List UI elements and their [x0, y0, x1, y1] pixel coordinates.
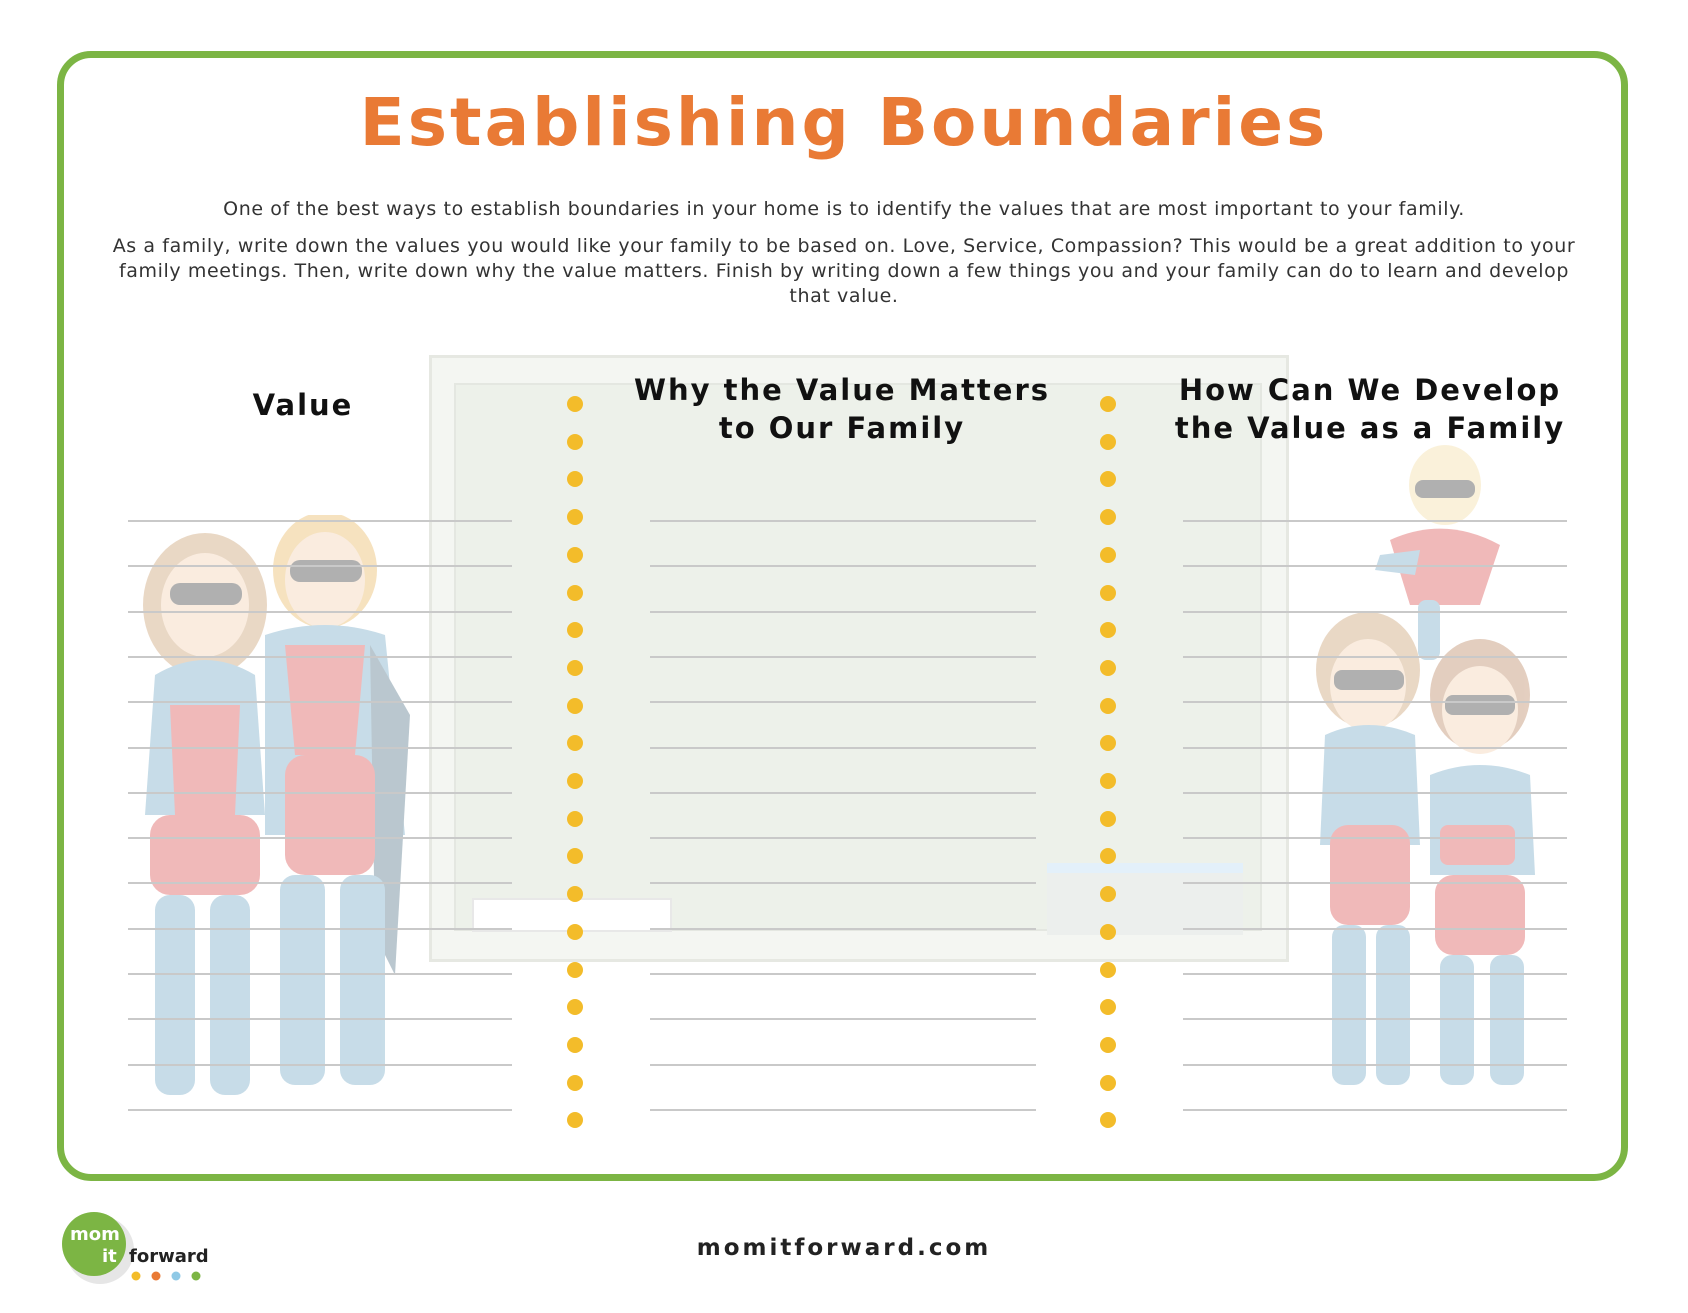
writing-line [650, 882, 1036, 884]
dot-divider-right [1100, 396, 1116, 1136]
writing-line [1183, 747, 1567, 749]
divider-dot [1100, 698, 1116, 714]
logo-forward-text: forward [129, 1246, 209, 1267]
writing-line [1183, 656, 1567, 658]
writing-line [1183, 1109, 1567, 1111]
writing-line [1183, 792, 1567, 794]
divider-dot [1100, 811, 1116, 827]
how-writing-lines[interactable] [1183, 520, 1567, 1120]
writing-line [650, 792, 1036, 794]
divider-dot [567, 773, 583, 789]
writing-line [650, 928, 1036, 930]
divider-dot [1100, 999, 1116, 1015]
logo-it-text: it [102, 1246, 117, 1267]
page-title: Establishing Boundaries [359, 84, 1329, 161]
writing-line [650, 1109, 1036, 1111]
divider-dot [567, 547, 583, 563]
divider-dot [1100, 1075, 1116, 1091]
writing-line [650, 837, 1036, 839]
writing-line [650, 973, 1036, 975]
divider-dot [567, 848, 583, 864]
column-heading-value: Value [252, 388, 354, 422]
divider-dot [567, 396, 583, 412]
writing-line [128, 611, 512, 613]
divider-dot [567, 1075, 583, 1091]
divider-dot [1100, 660, 1116, 676]
writing-line [128, 520, 512, 522]
divider-dot [567, 698, 583, 714]
writing-line [650, 701, 1036, 703]
divider-dot [1100, 622, 1116, 638]
intro-paragraph: One of the best ways to establish boundaries in your home is to identify the values that are most important to your family. [223, 198, 1465, 220]
logo-mom-text: mom [70, 1224, 120, 1245]
writing-line [650, 1064, 1036, 1066]
writing-line [650, 747, 1036, 749]
writing-line [1183, 882, 1567, 884]
divider-dot [567, 434, 583, 450]
writing-line [1183, 1018, 1567, 1020]
divider-dot [567, 471, 583, 487]
divider-dot [1100, 773, 1116, 789]
why-writing-lines[interactable] [650, 520, 1036, 1120]
column-heading-why: Why the Value Matters to Our Family [633, 373, 1051, 445]
divider-dot [1100, 1112, 1116, 1128]
writing-line [128, 1018, 512, 1020]
writing-line [128, 565, 512, 567]
divider-dot [1100, 924, 1116, 940]
divider-dot [567, 811, 583, 827]
writing-line [128, 792, 512, 794]
divider-dot [1100, 434, 1116, 450]
divider-dot [1100, 396, 1116, 412]
writing-line [1183, 701, 1567, 703]
writing-line [1183, 973, 1567, 975]
writing-line [128, 928, 512, 930]
divider-dot [567, 622, 583, 638]
divider-dot [1100, 1037, 1116, 1053]
writing-line [650, 565, 1036, 567]
writing-line [128, 656, 512, 658]
divider-dot [567, 962, 583, 978]
writing-line [1183, 1064, 1567, 1066]
divider-dot [1100, 848, 1116, 864]
writing-line [128, 973, 512, 975]
divider-dot [567, 1112, 583, 1128]
divider-dot [1100, 471, 1116, 487]
divider-dot [567, 924, 583, 940]
writing-line [650, 656, 1036, 658]
writing-line [650, 611, 1036, 613]
value-writing-lines[interactable] [128, 520, 512, 1120]
writing-line [650, 1018, 1036, 1020]
writing-line [1183, 837, 1567, 839]
writing-line [128, 1109, 512, 1111]
column-heading-how: How Can We Develop the Value as a Family [1174, 373, 1566, 445]
divider-dot [567, 509, 583, 525]
dot-divider-left [567, 396, 583, 1136]
footer-url[interactable]: momitforward.com [696, 1235, 992, 1261]
writing-line [128, 837, 512, 839]
divider-dot [1100, 962, 1116, 978]
divider-dot [1100, 735, 1116, 751]
instructions-paragraph: As a family, write down the values you would like your family to be based on. Love, Service, Compassion? This would be a great addition to your family meetings. Then, write down why the value matters. Finish by writing down a few things you and your family can do to learn and develop that value. [112, 235, 1576, 307]
divider-dot [567, 886, 583, 902]
writing-line [650, 520, 1036, 522]
writing-line [1183, 520, 1567, 522]
divider-dot [567, 660, 583, 676]
writing-line [1183, 611, 1567, 613]
divider-dot [567, 735, 583, 751]
divider-dot [1100, 547, 1116, 563]
divider-dot [1100, 886, 1116, 902]
divider-dot [1100, 585, 1116, 601]
writing-line [128, 1064, 512, 1066]
divider-dot [567, 585, 583, 601]
writing-line [128, 882, 512, 884]
writing-line [128, 701, 512, 703]
divider-dot [567, 1037, 583, 1053]
writing-line [128, 747, 512, 749]
writing-line [1183, 928, 1567, 930]
divider-dot [1100, 509, 1116, 525]
writing-line [1183, 565, 1567, 567]
divider-dot [567, 999, 583, 1015]
